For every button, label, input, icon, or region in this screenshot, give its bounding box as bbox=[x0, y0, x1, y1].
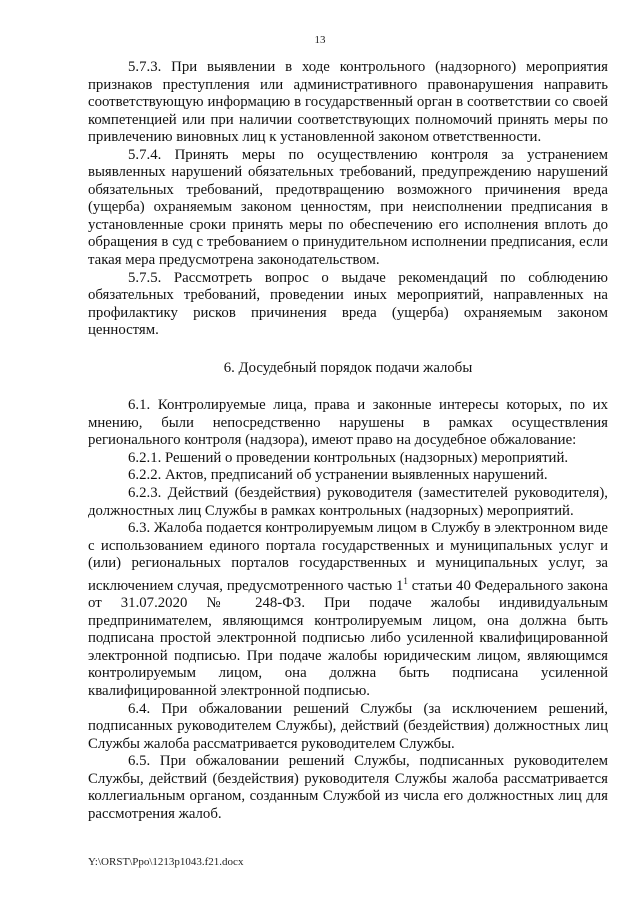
paragraph-6-2-3: 6.2.3. Действий (бездействия) руководителя (заместителей руководителя), должностных лиц Службы в рамках контрольных (надзорных) мероприятий. bbox=[88, 485, 608, 519]
paragraph-6-4: 6.4. При обжаловании решений Службы (за исключением решений, подписанных руководителем Службы), действий (бездействия) должностных лиц Службы жалоба рассматривается руководителем Службы. bbox=[88, 700, 608, 752]
paragraph-6-1: 6.1. Контролируемые лица, права и законные интересы которых, по их мнению, были непосредственно нарушены в рамках осуществления регионального контроля (надзора), имеют право на досудебное обжалование: bbox=[88, 397, 608, 449]
paragraph-6-3-part-b: статьи 40 Федерального закона от 31.07.2020 № 248-ФЗ. При подаче жалобы индивидуальным предпринимателем, являющимся контролируемым лицом, она должна быть подписана простой электронной подписью либо усиленной квалифицированной электронной подписью. При подаче жалобы юридическим лицом, являющимся контролируемым лицом, она должна быть подписана усиленной квалифицированной электронной подписью. bbox=[88, 577, 608, 699]
footer-file-path: Y:\ORST\Ppo\1213p1043.f21.docx bbox=[88, 856, 244, 868]
paragraph-5-7-4: 5.7.4. Принять меры по осуществлению контроля за устранением выявленных нарушений обязательных требований, предупреждению нарушений обязательных требований, предотвращению возможного причинения вреда (ущерба) охраняемым законом ценностям, при неисполнении предписания в установленные сроки принять меры по обеспечению его исполнения вплоть до обращения в суд с требованием о принудительном исполнении предписания, если такая мера предусмотрена законодательством. bbox=[88, 146, 608, 269]
section-6-title: 6. Досудебный порядок подачи жалобы bbox=[223, 359, 473, 376]
page-number: 13 bbox=[314, 34, 326, 46]
paragraph-6-5: 6.5. При обжаловании решений Службы, подписанных руководителем Службы, действий (бездействия) руководителя Службы жалоба рассматривается коллегиальным органом, созданным Службой из числа его должностных лиц для рассмотрения жалоб. bbox=[88, 753, 608, 822]
paragraph-5-7-3: 5.7.3. При выявлении в ходе контрольного (надзорного) мероприятия признаков преступления или административного правонарушения направить соответствующую информацию в государственный орган в соответствии со своей компетенцией или при наличии соответствующих полномочий принять меры по привлечению виновных лиц к установленной законом ответственности. bbox=[88, 59, 608, 146]
paragraph-6-3-part-a: 6.3. Жалоба подается контролируемым лицом в Службу в электронном виде с использованием единого портала государственных и муниципальных услуг и (или) региональных порталов государственных и муниципальных услуг, за исключением случая, предусмотренного частью 1 bbox=[88, 520, 608, 594]
paragraph-6-2-2: 6.2.2. Актов, предписаний об устранении выявленных нарушений. bbox=[128, 467, 548, 484]
paragraph-5-7-5: 5.7.5. Рассмотреть вопрос о выдаче рекомендаций по соблюдению обязательных требований, проведении иных мероприятий, направленных на профилактику рисков причинения вреда (ущерба) охраняемым законом ценностям. bbox=[88, 269, 608, 339]
document-body bbox=[88, 59, 608, 823]
paragraph-6-2-1: 6.2.1. Решений о проведении контрольных (надзорных) мероприятий. bbox=[128, 449, 569, 466]
paragraph-6-3 bbox=[88, 520, 608, 700]
superscript-part: 1 bbox=[403, 575, 408, 586]
